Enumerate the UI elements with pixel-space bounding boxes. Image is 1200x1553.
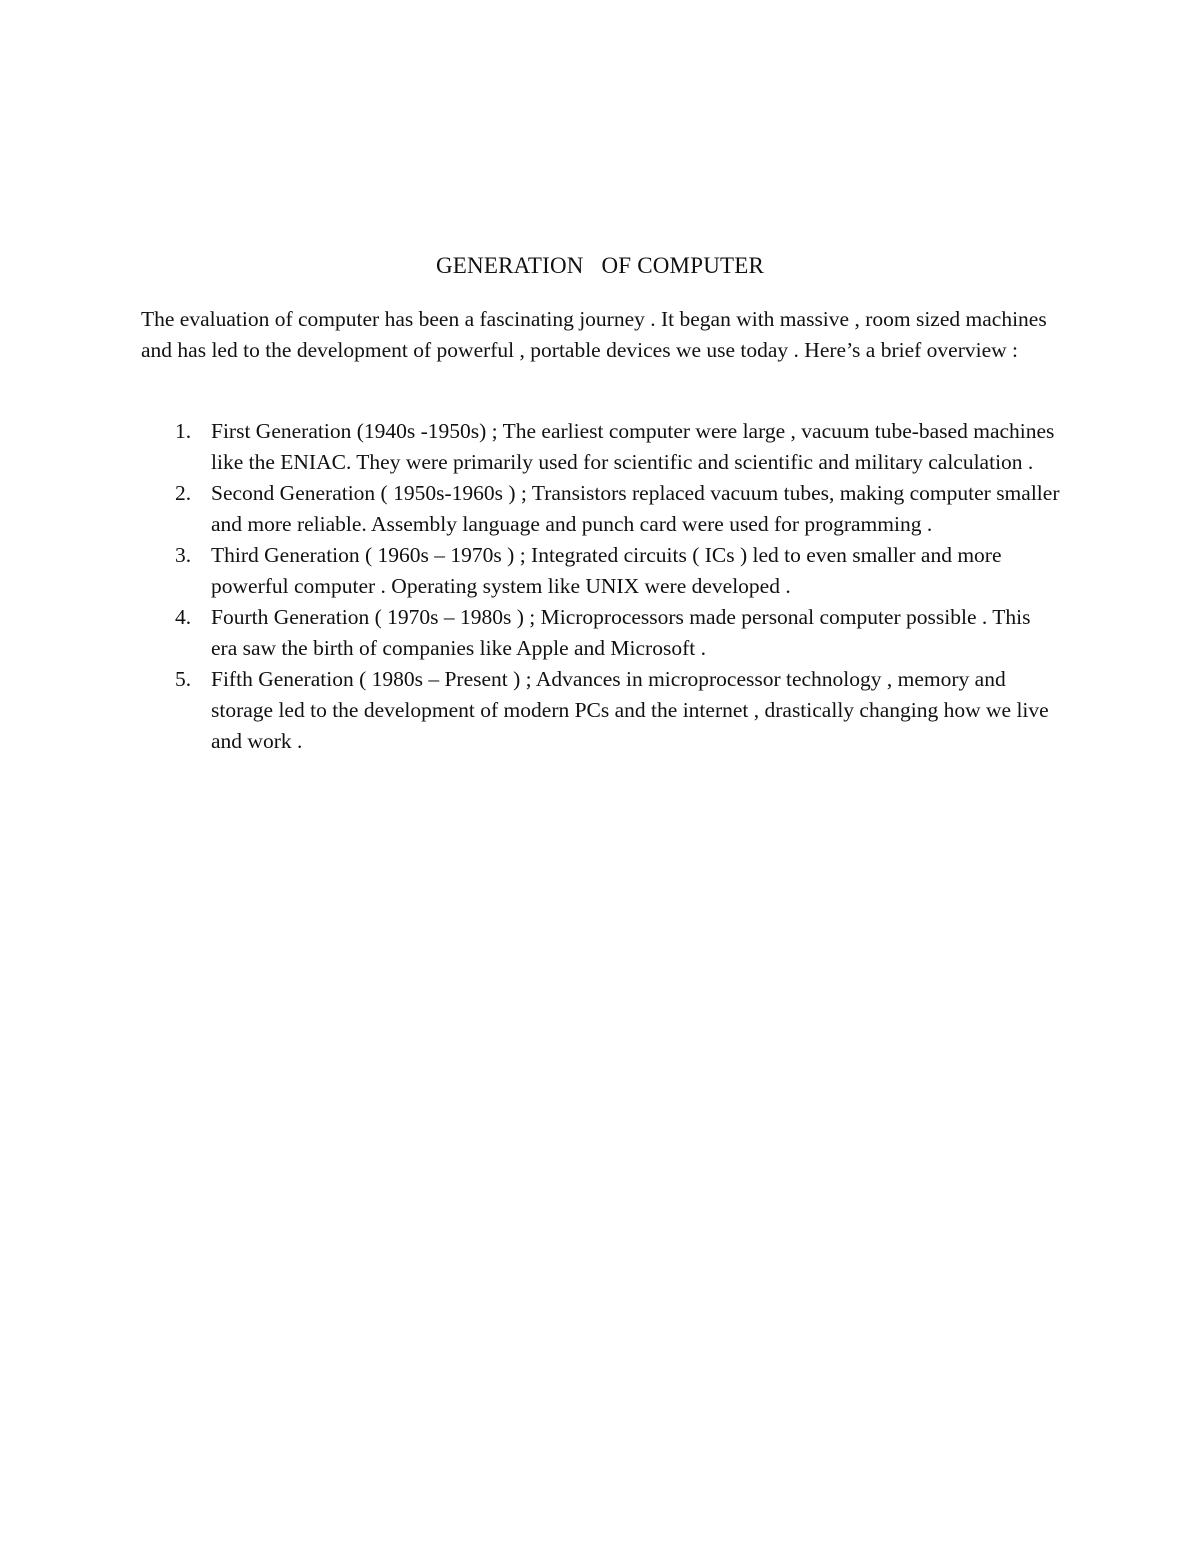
list-item-text: Second Generation ( 1950s-1960s ) ; Transistors replaced vacuum tubes, making computer smaller and more reliable. Assembly language and punch card were used for programming . bbox=[211, 481, 1060, 536]
list-item-number: 1. bbox=[175, 419, 192, 443]
list-item-text: Fifth Generation ( 1980s – Present ) ; Advances in microprocessor technology , memory and storage led to the development of modern PCs and the internet , drastically changing how we live and work . bbox=[211, 667, 1049, 753]
list-item-text: First Generation (1940s -1950s) ; The earliest computer were large , vacuum tube-based machines like the ENIAC. They were primarily used for scientific and scientific and military calculation . bbox=[211, 419, 1055, 474]
list-item bbox=[141, 602, 1061, 664]
list-item-number: 4. bbox=[175, 605, 192, 629]
list-item bbox=[141, 664, 1061, 757]
list-item-number: 3. bbox=[175, 543, 192, 567]
list-item-text: Third Generation ( 1960s – 1970s ) ; Integrated circuits ( ICs ) led to even smaller and more powerful computer . Operating system like UNIX were developed . bbox=[211, 543, 1002, 598]
list-item-text: Fourth Generation ( 1970s – 1980s ) ; Microprocessors made personal computer possible . This era saw the birth of companies like Apple and Microsoft . bbox=[211, 605, 1031, 660]
list-item bbox=[141, 540, 1061, 602]
intro-paragraph: The evaluation of computer has been a fascinating journey . It began with massive , room sized machines and has led to the development of powerful , portable devices we use today . Here’s a brief overview : bbox=[141, 307, 1047, 362]
list-item-number: 2. bbox=[175, 481, 192, 505]
list-item bbox=[141, 478, 1061, 540]
list-item bbox=[141, 416, 1061, 478]
list-item-number: 5. bbox=[175, 667, 192, 691]
generation-list bbox=[141, 416, 1061, 757]
document-title: GENERATION OF COMPUTER bbox=[435, 253, 765, 278]
